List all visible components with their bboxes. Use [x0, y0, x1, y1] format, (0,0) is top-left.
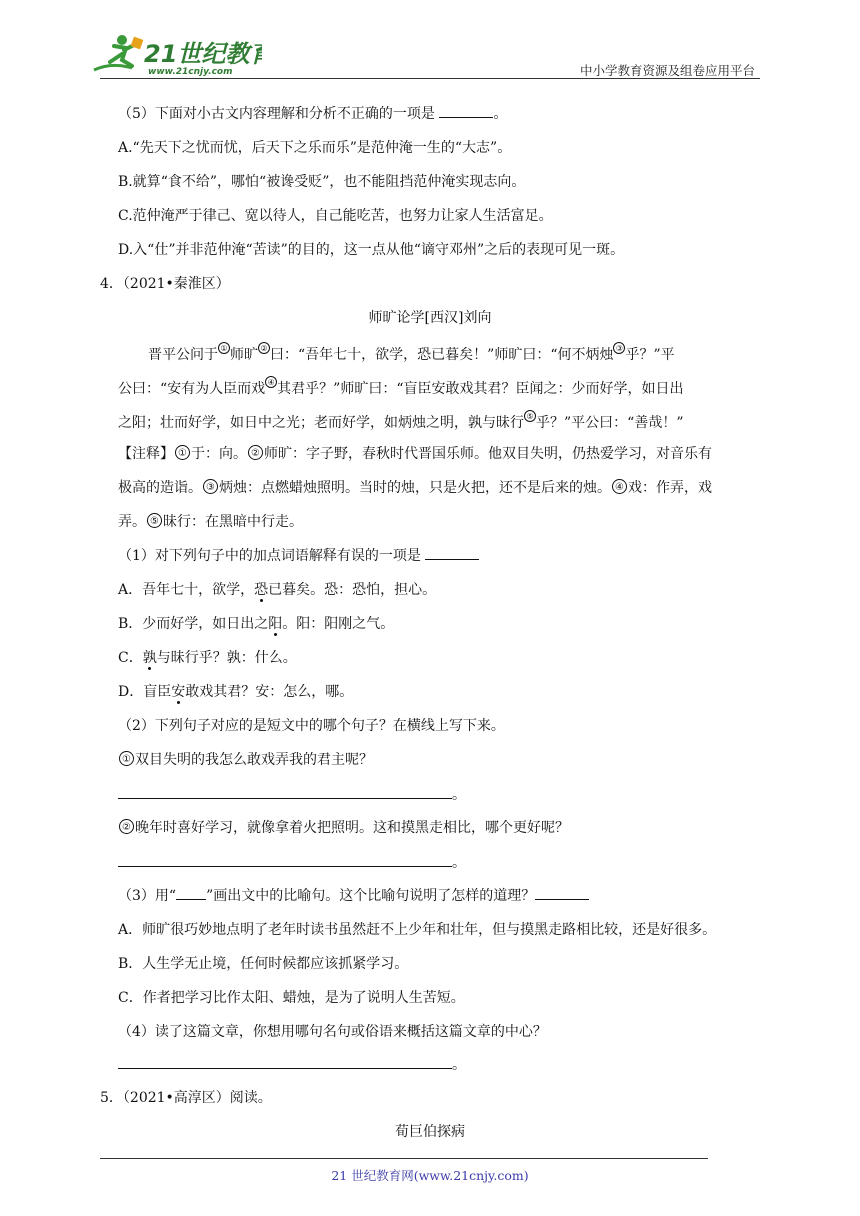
q3-option-c: C.范仲淹严于律己、宽以待人，自己能吃苦，也努力让家人生活富足。: [118, 208, 553, 224]
period-1: 。: [452, 787, 466, 803]
footer-text[interactable]: 21 世纪教育网(www.21cnjy.com): [331, 1168, 529, 1183]
q4-sub1-option-b: B．少而好学，如日出之阳。阳：阳刚之气。: [118, 616, 395, 632]
passage-line-1: 晋平公问于 ① 师旷 ② 曰：“吾年七十，欲学，恐已暮矣！”师旷曰：“何不炳烛 ③ 乎？”平: [148, 344, 675, 363]
page-header: [0, 0, 860, 82]
q4-sub1-option-d: D．盲臣安敢戏其君？安：怎么，哪。: [118, 684, 354, 700]
q4-sub3-option-b: B．人生学无止境，任何时候都应该抓紧学习。: [118, 956, 409, 972]
q3-option-b: B.就算“食不给”，哪怕“被谗受贬”，也不能阻挡范仲淹实现志向。: [118, 174, 526, 190]
platform-name: 中小学教育资源及组卷应用平台: [579, 63, 755, 78]
q4-sub3: （3）用“ ”画出文中的比喻句。这个比喻句说明了怎样的道理？: [118, 886, 589, 906]
notes-line-2: 极高的造诣。 ③ 炳烛：点燃蜡烛照明。当时的烛，只是火把，还不是后来的烛。 ④ 戏：作弄，戏: [118, 480, 712, 496]
svg-text:www.21cnjy.com: www.21cnjy.com: [148, 67, 233, 77]
q5-number: 5．（2021•高淳区）阅读。: [100, 1090, 272, 1106]
footer-divider: [100, 1158, 708, 1159]
notes-line-1: 【注释】 ① 于：向。 ② 师旷：字子野，春秋时代晋国乐师。他双目失明，仍热爱学习，对音乐有: [118, 446, 712, 462]
q3-option-d: D.入“仕”并非范仲淹“苦读”的目的，这一点从他“谪守邓州”之后的表现可见一斑。: [118, 242, 625, 258]
q4-sub2-item-1: ① 双目失明的我怎么敢戏弄我的君主呢？: [118, 750, 373, 770]
notes-line-3: 弄。 ⑤ 昧行：在黑暗中行走。: [118, 514, 303, 530]
q4-sub1: （1）对下列句子中的加点词语解释有误的一项是: [118, 546, 479, 566]
answer-line-1[interactable]: [118, 798, 452, 799]
period-3: 。: [452, 1057, 466, 1073]
q4-sub3-option-c: C．作者把学习比作太阳、蜡烛，是为了说明人生苦短。: [118, 990, 465, 1006]
q4-number: 4．（2021•秦淮区）: [100, 276, 230, 292]
q4-sub4: （4）读了这篇文章，你想用哪句名句或俗语来概括这篇文章的中心？: [118, 1024, 547, 1040]
passage-line-3: 之阳；壮而好学，如日中之光；老而好学，如炳烛之明，孰与昧行 ⑤ 乎？”平公曰：“善哉！”: [118, 412, 684, 431]
q4-passage-title: 师旷论学[西汉]刘向: [368, 310, 492, 326]
period-2: 。: [452, 855, 466, 871]
q3-option-a: A.“先天下之忧而忧，后天下之乐而乐”是范仲淹一生的“大志”。: [118, 140, 512, 156]
header-divider: [100, 78, 760, 79]
q4-sub2: （2）下列句子对应的是短文中的哪个句子？在横线上写下来。: [118, 718, 505, 734]
q4-sub1-option-c: C．孰与昧行乎？孰：什么。: [118, 650, 297, 666]
q4-sub3-option-a: A．师旷很巧妙地点明了老年时读书虽然赶不上少年和壮年，但与摸黑走路相比较，还是好很多。: [118, 922, 717, 938]
answer-line-2[interactable]: [118, 866, 452, 867]
answer-line-3[interactable]: [118, 1068, 452, 1069]
svg-text:21世纪教育: 21世纪教育: [144, 40, 262, 68]
passage-line-2: 公曰：“安有为人臣而戏 ④ 其君乎？”师旷曰：“盲臣安敢戏其君？臣闻之：少而好学，如日出: [118, 378, 684, 397]
q4-sub1-option-a: A．吾年七十，欲学，恐已暮矣。恐：恐怕，担心。: [118, 582, 437, 598]
q5-passage-title: 荀巨伯探病: [395, 1124, 465, 1140]
logo-runner-icon: [92, 32, 262, 78]
logo: [92, 32, 262, 78]
q4-sub2-item-2: ② 晚年时喜好学习，就像拿着火把照明。这和摸黑走相比，哪个更好呢？: [118, 818, 569, 838]
q3-sub5: （5）下面对小古文内容理解和分析不正确的一项是 。: [118, 106, 508, 122]
